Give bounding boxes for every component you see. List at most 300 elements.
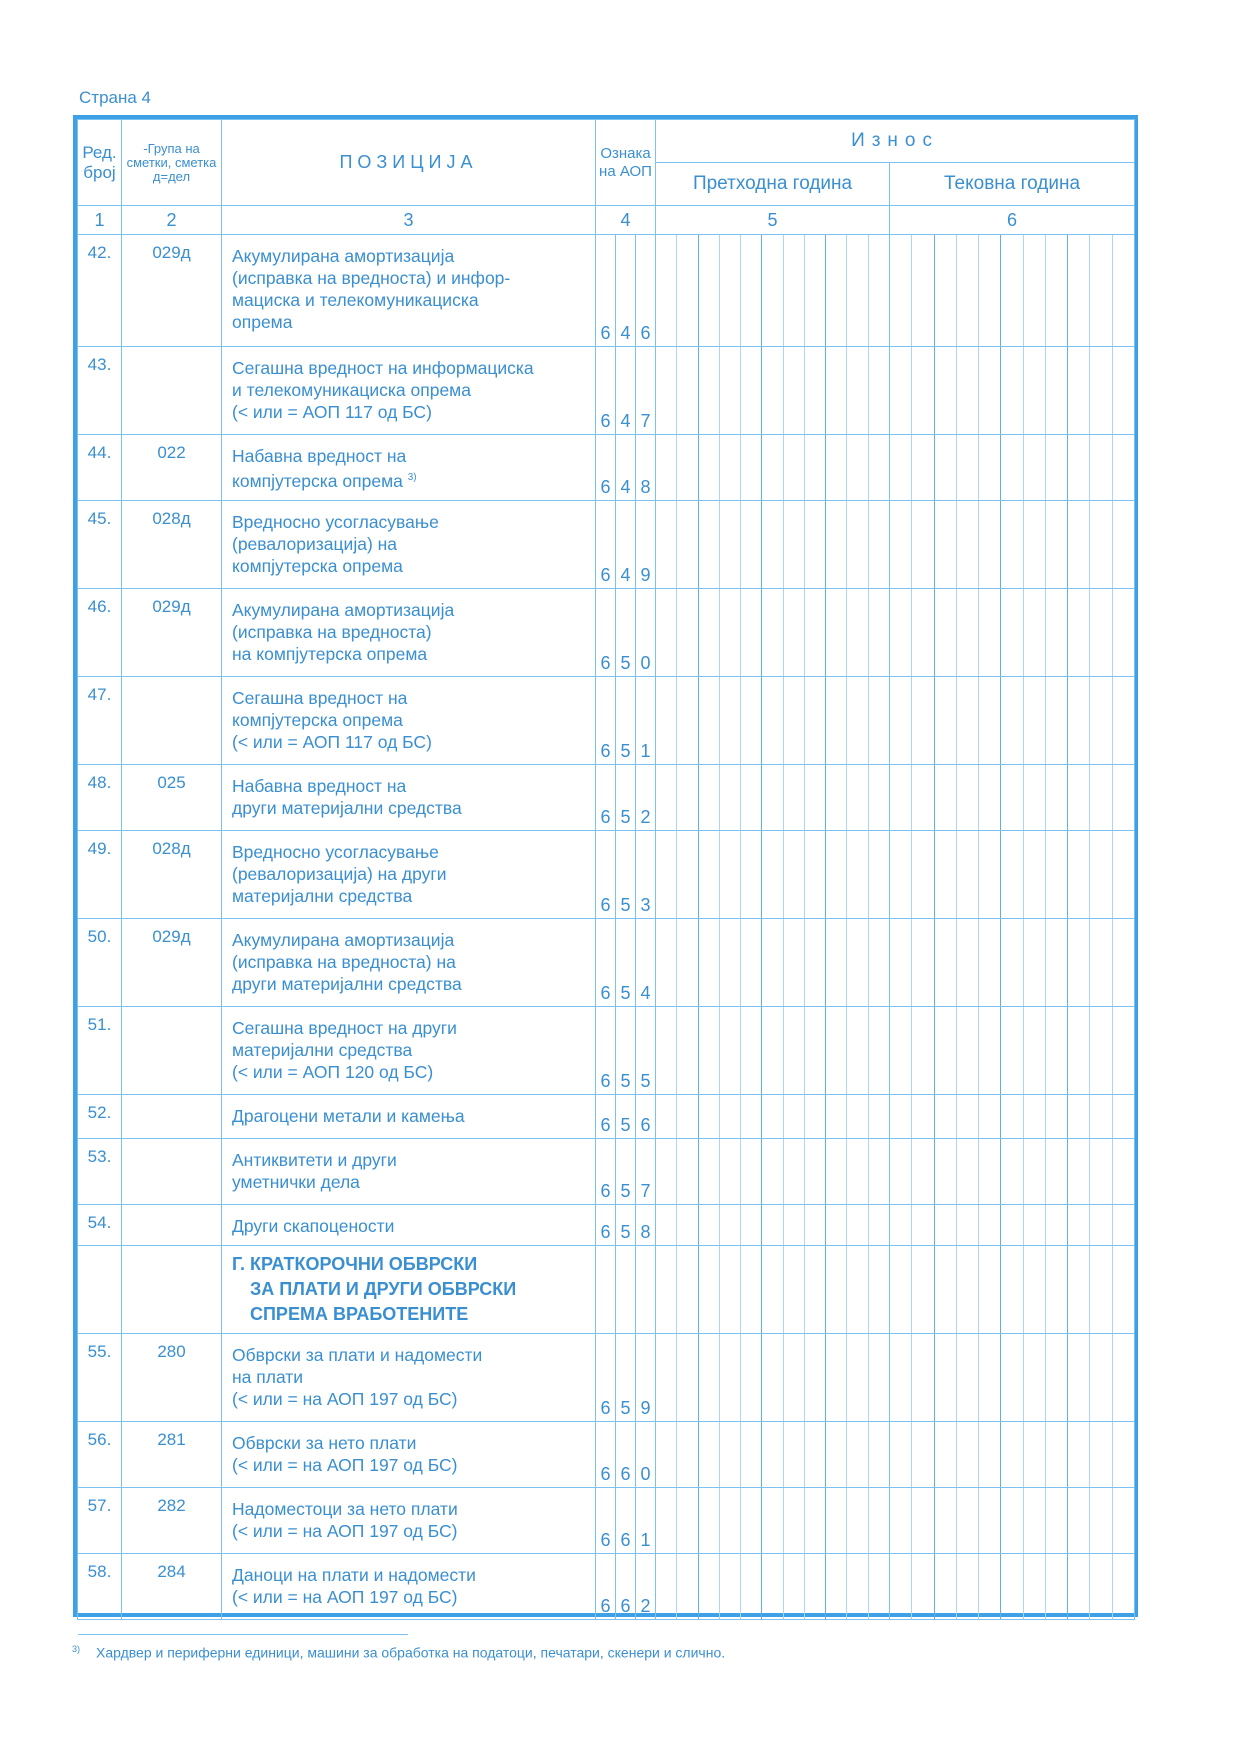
digit-box[interactable] bbox=[1024, 589, 1046, 676]
digit-box[interactable] bbox=[784, 1422, 805, 1487]
digit-box[interactable] bbox=[847, 1334, 868, 1421]
digit-box[interactable] bbox=[805, 347, 826, 434]
digit-box[interactable] bbox=[762, 1422, 783, 1487]
digit-box[interactable] bbox=[677, 347, 698, 434]
digit-box[interactable] bbox=[677, 235, 698, 346]
digit-box[interactable] bbox=[784, 1554, 805, 1619]
digit-box[interactable] bbox=[762, 919, 783, 1006]
digit-box[interactable] bbox=[957, 1205, 979, 1245]
digit-box[interactable] bbox=[826, 1488, 847, 1553]
digit-box[interactable] bbox=[1068, 589, 1090, 676]
digit-box[interactable] bbox=[677, 589, 698, 676]
digit-box[interactable] bbox=[869, 677, 889, 764]
digit-box[interactable] bbox=[1068, 1007, 1090, 1094]
digit-box[interactable] bbox=[826, 919, 847, 1006]
prev-year-amount[interactable] bbox=[656, 1422, 890, 1488]
digit-box[interactable] bbox=[957, 1554, 979, 1619]
digit-box[interactable] bbox=[1024, 1246, 1046, 1333]
digit-box[interactable] bbox=[1024, 235, 1046, 346]
digit-box[interactable] bbox=[720, 589, 741, 676]
digit-box[interactable] bbox=[805, 501, 826, 588]
digit-box[interactable] bbox=[1046, 1246, 1068, 1333]
digit-box[interactable] bbox=[656, 1488, 677, 1553]
digit-box[interactable] bbox=[912, 1554, 934, 1619]
digit-box[interactable] bbox=[1068, 347, 1090, 434]
digit-box[interactable] bbox=[1024, 831, 1046, 918]
digit-box[interactable] bbox=[847, 1422, 868, 1487]
prev-year-amount[interactable] bbox=[656, 1246, 890, 1334]
digit-box[interactable] bbox=[869, 235, 889, 346]
digit-box[interactable] bbox=[847, 765, 868, 830]
digit-box[interactable] bbox=[935, 1334, 957, 1421]
digit-box[interactable] bbox=[762, 501, 783, 588]
digit-box[interactable] bbox=[1001, 589, 1023, 676]
digit-box[interactable] bbox=[890, 501, 912, 588]
digit-box[interactable] bbox=[699, 765, 720, 830]
digit-box[interactable] bbox=[1046, 1334, 1068, 1421]
digit-box[interactable] bbox=[912, 1095, 934, 1138]
digit-box[interactable] bbox=[784, 765, 805, 830]
digit-box[interactable] bbox=[890, 1246, 912, 1333]
digit-box[interactable] bbox=[762, 677, 783, 764]
digit-box[interactable] bbox=[1046, 347, 1068, 434]
prev-year-amount[interactable] bbox=[656, 1139, 890, 1205]
digit-box[interactable] bbox=[805, 677, 826, 764]
digit-box[interactable] bbox=[677, 501, 698, 588]
digit-box[interactable] bbox=[957, 1488, 979, 1553]
digit-box[interactable] bbox=[656, 677, 677, 764]
digit-box[interactable] bbox=[1090, 235, 1112, 346]
digit-box[interactable] bbox=[656, 435, 677, 500]
digit-box[interactable] bbox=[1090, 1007, 1112, 1094]
digit-box[interactable] bbox=[762, 1246, 783, 1333]
prev-year-amount[interactable] bbox=[656, 1554, 890, 1620]
digit-box[interactable] bbox=[805, 1205, 826, 1245]
digit-box[interactable] bbox=[1046, 1139, 1068, 1204]
digit-box[interactable] bbox=[957, 1007, 979, 1094]
digit-box[interactable] bbox=[656, 831, 677, 918]
digit-box[interactable] bbox=[784, 677, 805, 764]
digit-box[interactable] bbox=[699, 435, 720, 500]
digit-box[interactable] bbox=[677, 1007, 698, 1094]
digit-box[interactable] bbox=[656, 1334, 677, 1421]
digit-box[interactable] bbox=[957, 501, 979, 588]
digit-box[interactable] bbox=[656, 765, 677, 830]
digit-box[interactable] bbox=[1001, 919, 1023, 1006]
digit-box[interactable] bbox=[912, 919, 934, 1006]
digit-box[interactable] bbox=[979, 919, 1001, 1006]
digit-box[interactable] bbox=[957, 347, 979, 434]
digit-box[interactable] bbox=[826, 435, 847, 500]
digit-box[interactable] bbox=[762, 589, 783, 676]
digit-box[interactable] bbox=[1001, 1205, 1023, 1245]
digit-box[interactable] bbox=[1113, 1246, 1134, 1333]
digit-box[interactable] bbox=[699, 1334, 720, 1421]
digit-box[interactable] bbox=[656, 1007, 677, 1094]
digit-box[interactable] bbox=[869, 1334, 889, 1421]
digit-box[interactable] bbox=[720, 1139, 741, 1204]
digit-box[interactable] bbox=[935, 347, 957, 434]
digit-box[interactable] bbox=[1113, 765, 1134, 830]
digit-box[interactable] bbox=[935, 919, 957, 1006]
digit-box[interactable] bbox=[869, 1422, 889, 1487]
digit-box[interactable] bbox=[741, 347, 762, 434]
digit-box[interactable] bbox=[1001, 347, 1023, 434]
digit-box[interactable] bbox=[762, 1554, 783, 1619]
digit-box[interactable] bbox=[677, 831, 698, 918]
digit-box[interactable] bbox=[1113, 1007, 1134, 1094]
digit-box[interactable] bbox=[826, 1554, 847, 1619]
prev-year-amount[interactable] bbox=[656, 1095, 890, 1139]
digit-box[interactable] bbox=[826, 1246, 847, 1333]
digit-box[interactable] bbox=[784, 1246, 805, 1333]
digit-box[interactable] bbox=[699, 1488, 720, 1553]
digit-box[interactable] bbox=[741, 589, 762, 676]
digit-box[interactable] bbox=[890, 1095, 912, 1138]
curr-year-amount[interactable] bbox=[890, 501, 1135, 589]
digit-box[interactable] bbox=[762, 831, 783, 918]
curr-year-amount[interactable] bbox=[890, 1422, 1135, 1488]
digit-box[interactable] bbox=[1113, 1488, 1134, 1553]
digit-box[interactable] bbox=[720, 235, 741, 346]
digit-box[interactable] bbox=[935, 1246, 957, 1333]
digit-box[interactable] bbox=[720, 677, 741, 764]
digit-box[interactable] bbox=[890, 435, 912, 500]
digit-box[interactable] bbox=[912, 1422, 934, 1487]
digit-box[interactable] bbox=[1090, 1488, 1112, 1553]
digit-box[interactable] bbox=[741, 501, 762, 588]
prev-year-amount[interactable] bbox=[656, 1007, 890, 1095]
digit-box[interactable] bbox=[784, 919, 805, 1006]
digit-box[interactable] bbox=[1068, 765, 1090, 830]
digit-box[interactable] bbox=[1024, 1422, 1046, 1487]
digit-box[interactable] bbox=[935, 1488, 957, 1553]
digit-box[interactable] bbox=[720, 831, 741, 918]
digit-box[interactable] bbox=[869, 1139, 889, 1204]
digit-box[interactable] bbox=[1113, 1205, 1134, 1245]
digit-box[interactable] bbox=[1068, 1095, 1090, 1138]
digit-box[interactable] bbox=[1090, 589, 1112, 676]
digit-box[interactable] bbox=[699, 677, 720, 764]
digit-box[interactable] bbox=[720, 1007, 741, 1094]
digit-box[interactable] bbox=[847, 347, 868, 434]
digit-box[interactable] bbox=[741, 1246, 762, 1333]
digit-box[interactable] bbox=[979, 1422, 1001, 1487]
digit-box[interactable] bbox=[869, 1007, 889, 1094]
digit-box[interactable] bbox=[847, 1095, 868, 1138]
digit-box[interactable] bbox=[826, 831, 847, 918]
digit-box[interactable] bbox=[1090, 1139, 1112, 1204]
digit-box[interactable] bbox=[720, 1488, 741, 1553]
digit-box[interactable] bbox=[677, 1246, 698, 1333]
digit-box[interactable] bbox=[699, 1554, 720, 1619]
curr-year-amount[interactable] bbox=[890, 1139, 1135, 1205]
digit-box[interactable] bbox=[784, 1095, 805, 1138]
digit-box[interactable] bbox=[762, 1139, 783, 1204]
digit-box[interactable] bbox=[890, 1334, 912, 1421]
digit-box[interactable] bbox=[1113, 501, 1134, 588]
digit-box[interactable] bbox=[1024, 1007, 1046, 1094]
digit-box[interactable] bbox=[1090, 677, 1112, 764]
digit-box[interactable] bbox=[1090, 501, 1112, 588]
digit-box[interactable] bbox=[677, 1554, 698, 1619]
digit-box[interactable] bbox=[805, 1422, 826, 1487]
digit-box[interactable] bbox=[847, 1554, 868, 1619]
digit-box[interactable] bbox=[720, 1554, 741, 1619]
digit-box[interactable] bbox=[720, 1246, 741, 1333]
digit-box[interactable] bbox=[869, 1488, 889, 1553]
digit-box[interactable] bbox=[957, 1422, 979, 1487]
digit-box[interactable] bbox=[1046, 589, 1068, 676]
digit-box[interactable] bbox=[762, 235, 783, 346]
digit-box[interactable] bbox=[826, 1139, 847, 1204]
digit-box[interactable] bbox=[1024, 1334, 1046, 1421]
curr-year-amount[interactable] bbox=[890, 1095, 1135, 1139]
digit-box[interactable] bbox=[741, 1334, 762, 1421]
digit-box[interactable] bbox=[741, 1205, 762, 1245]
digit-box[interactable] bbox=[847, 501, 868, 588]
digit-box[interactable] bbox=[741, 831, 762, 918]
digit-box[interactable] bbox=[847, 1139, 868, 1204]
digit-box[interactable] bbox=[847, 435, 868, 500]
digit-box[interactable] bbox=[1113, 347, 1134, 434]
digit-box[interactable] bbox=[912, 235, 934, 346]
digit-box[interactable] bbox=[869, 347, 889, 434]
digit-box[interactable] bbox=[762, 765, 783, 830]
digit-box[interactable] bbox=[979, 435, 1001, 500]
digit-box[interactable] bbox=[1090, 1422, 1112, 1487]
digit-box[interactable] bbox=[912, 1139, 934, 1204]
digit-box[interactable] bbox=[890, 1139, 912, 1204]
digit-box[interactable] bbox=[784, 235, 805, 346]
digit-box[interactable] bbox=[720, 765, 741, 830]
digit-box[interactable] bbox=[890, 831, 912, 918]
digit-box[interactable] bbox=[1090, 1095, 1112, 1138]
digit-box[interactable] bbox=[1024, 1095, 1046, 1138]
digit-box[interactable] bbox=[890, 1422, 912, 1487]
digit-box[interactable] bbox=[1046, 1422, 1068, 1487]
digit-box[interactable] bbox=[957, 677, 979, 764]
digit-box[interactable] bbox=[890, 1488, 912, 1553]
digit-box[interactable] bbox=[979, 1334, 1001, 1421]
digit-box[interactable] bbox=[1068, 1554, 1090, 1619]
digit-box[interactable] bbox=[1090, 435, 1112, 500]
prev-year-amount[interactable] bbox=[656, 1205, 890, 1246]
digit-box[interactable] bbox=[677, 919, 698, 1006]
digit-box[interactable] bbox=[699, 831, 720, 918]
digit-box[interactable] bbox=[1068, 235, 1090, 346]
digit-box[interactable] bbox=[912, 435, 934, 500]
digit-box[interactable] bbox=[656, 1246, 677, 1333]
digit-box[interactable] bbox=[1068, 919, 1090, 1006]
digit-box[interactable] bbox=[935, 501, 957, 588]
digit-box[interactable] bbox=[1001, 1095, 1023, 1138]
digit-box[interactable] bbox=[699, 235, 720, 346]
digit-box[interactable] bbox=[1113, 1334, 1134, 1421]
digit-box[interactable] bbox=[741, 1139, 762, 1204]
digit-box[interactable] bbox=[805, 589, 826, 676]
digit-box[interactable] bbox=[699, 1422, 720, 1487]
digit-box[interactable] bbox=[869, 501, 889, 588]
digit-box[interactable] bbox=[912, 1205, 934, 1245]
digit-box[interactable] bbox=[1001, 831, 1023, 918]
digit-box[interactable] bbox=[784, 1007, 805, 1094]
curr-year-amount[interactable] bbox=[890, 1205, 1135, 1246]
curr-year-amount[interactable] bbox=[890, 919, 1135, 1007]
digit-box[interactable] bbox=[1090, 919, 1112, 1006]
digit-box[interactable] bbox=[979, 1139, 1001, 1204]
digit-box[interactable] bbox=[957, 1139, 979, 1204]
digit-box[interactable] bbox=[784, 589, 805, 676]
digit-box[interactable] bbox=[957, 1246, 979, 1333]
digit-box[interactable] bbox=[1068, 1205, 1090, 1245]
digit-box[interactable] bbox=[784, 1205, 805, 1245]
digit-box[interactable] bbox=[935, 765, 957, 830]
digit-box[interactable] bbox=[1001, 1554, 1023, 1619]
digit-box[interactable] bbox=[935, 1139, 957, 1204]
digit-box[interactable] bbox=[720, 435, 741, 500]
digit-box[interactable] bbox=[890, 347, 912, 434]
digit-box[interactable] bbox=[1001, 677, 1023, 764]
digit-box[interactable] bbox=[699, 1007, 720, 1094]
digit-box[interactable] bbox=[979, 1246, 1001, 1333]
digit-box[interactable] bbox=[826, 1007, 847, 1094]
prev-year-amount[interactable] bbox=[656, 831, 890, 919]
digit-box[interactable] bbox=[741, 1554, 762, 1619]
digit-box[interactable] bbox=[656, 1139, 677, 1204]
digit-box[interactable] bbox=[741, 435, 762, 500]
digit-box[interactable] bbox=[869, 919, 889, 1006]
digit-box[interactable] bbox=[805, 235, 826, 346]
digit-box[interactable] bbox=[1024, 501, 1046, 588]
prev-year-amount[interactable] bbox=[656, 765, 890, 831]
digit-box[interactable] bbox=[784, 831, 805, 918]
prev-year-amount[interactable] bbox=[656, 435, 890, 501]
digit-box[interactable] bbox=[805, 1488, 826, 1553]
digit-box[interactable] bbox=[912, 347, 934, 434]
digit-box[interactable] bbox=[1068, 1334, 1090, 1421]
curr-year-amount[interactable] bbox=[890, 435, 1135, 501]
digit-box[interactable] bbox=[869, 1246, 889, 1333]
digit-box[interactable] bbox=[699, 1246, 720, 1333]
digit-box[interactable] bbox=[890, 765, 912, 830]
digit-box[interactable] bbox=[1001, 1139, 1023, 1204]
digit-box[interactable] bbox=[912, 1246, 934, 1333]
digit-box[interactable] bbox=[826, 501, 847, 588]
digit-box[interactable] bbox=[741, 235, 762, 346]
digit-box[interactable] bbox=[890, 1554, 912, 1619]
digit-box[interactable] bbox=[1001, 765, 1023, 830]
digit-box[interactable] bbox=[741, 919, 762, 1006]
digit-box[interactable] bbox=[957, 1095, 979, 1138]
digit-box[interactable] bbox=[869, 831, 889, 918]
curr-year-amount[interactable] bbox=[890, 1334, 1135, 1422]
digit-box[interactable] bbox=[762, 1488, 783, 1553]
digit-box[interactable] bbox=[935, 1554, 957, 1619]
digit-box[interactable] bbox=[935, 235, 957, 346]
digit-box[interactable] bbox=[1113, 677, 1134, 764]
digit-box[interactable] bbox=[1090, 831, 1112, 918]
curr-year-amount[interactable] bbox=[890, 1488, 1135, 1554]
digit-box[interactable] bbox=[805, 1554, 826, 1619]
digit-box[interactable] bbox=[1024, 677, 1046, 764]
digit-box[interactable] bbox=[1068, 677, 1090, 764]
digit-box[interactable] bbox=[1068, 1139, 1090, 1204]
digit-box[interactable] bbox=[699, 1205, 720, 1245]
digit-box[interactable] bbox=[720, 919, 741, 1006]
prev-year-amount[interactable] bbox=[656, 235, 890, 347]
digit-box[interactable] bbox=[1001, 435, 1023, 500]
digit-box[interactable] bbox=[935, 1205, 957, 1245]
digit-box[interactable] bbox=[1046, 435, 1068, 500]
digit-box[interactable] bbox=[656, 1554, 677, 1619]
digit-box[interactable] bbox=[1068, 831, 1090, 918]
digit-box[interactable] bbox=[784, 435, 805, 500]
digit-box[interactable] bbox=[979, 677, 1001, 764]
digit-box[interactable] bbox=[869, 589, 889, 676]
digit-box[interactable] bbox=[890, 1205, 912, 1245]
curr-year-amount[interactable] bbox=[890, 1246, 1135, 1334]
digit-box[interactable] bbox=[677, 677, 698, 764]
digit-box[interactable] bbox=[826, 1422, 847, 1487]
digit-box[interactable] bbox=[1068, 1422, 1090, 1487]
digit-box[interactable] bbox=[979, 501, 1001, 588]
digit-box[interactable] bbox=[890, 235, 912, 346]
digit-box[interactable] bbox=[1001, 1488, 1023, 1553]
digit-box[interactable] bbox=[677, 1095, 698, 1138]
digit-box[interactable] bbox=[957, 435, 979, 500]
digit-box[interactable] bbox=[979, 347, 1001, 434]
digit-box[interactable] bbox=[762, 1205, 783, 1245]
digit-box[interactable] bbox=[847, 1246, 868, 1333]
digit-box[interactable] bbox=[826, 765, 847, 830]
digit-box[interactable] bbox=[869, 1554, 889, 1619]
digit-box[interactable] bbox=[826, 347, 847, 434]
digit-box[interactable] bbox=[741, 1422, 762, 1487]
prev-year-amount[interactable] bbox=[656, 677, 890, 765]
digit-box[interactable] bbox=[935, 1095, 957, 1138]
curr-year-amount[interactable] bbox=[890, 347, 1135, 435]
digit-box[interactable] bbox=[1113, 1554, 1134, 1619]
digit-box[interactable] bbox=[847, 831, 868, 918]
digit-box[interactable] bbox=[1113, 435, 1134, 500]
digit-box[interactable] bbox=[1024, 1554, 1046, 1619]
digit-box[interactable] bbox=[805, 1334, 826, 1421]
digit-box[interactable] bbox=[847, 1205, 868, 1245]
digit-box[interactable] bbox=[935, 831, 957, 918]
digit-box[interactable] bbox=[847, 1488, 868, 1553]
digit-box[interactable] bbox=[762, 347, 783, 434]
digit-box[interactable] bbox=[1090, 1246, 1112, 1333]
digit-box[interactable] bbox=[869, 765, 889, 830]
digit-box[interactable] bbox=[826, 1095, 847, 1138]
digit-box[interactable] bbox=[912, 1334, 934, 1421]
digit-box[interactable] bbox=[656, 347, 677, 434]
digit-box[interactable] bbox=[720, 1095, 741, 1138]
digit-box[interactable] bbox=[1046, 1095, 1068, 1138]
digit-box[interactable] bbox=[656, 589, 677, 676]
digit-box[interactable] bbox=[935, 1007, 957, 1094]
digit-box[interactable] bbox=[826, 1334, 847, 1421]
digit-box[interactable] bbox=[741, 677, 762, 764]
digit-box[interactable] bbox=[1113, 919, 1134, 1006]
digit-box[interactable] bbox=[912, 501, 934, 588]
digit-box[interactable] bbox=[762, 435, 783, 500]
digit-box[interactable] bbox=[847, 589, 868, 676]
digit-box[interactable] bbox=[1001, 235, 1023, 346]
prev-year-amount[interactable] bbox=[656, 1488, 890, 1554]
digit-box[interactable] bbox=[656, 1205, 677, 1245]
